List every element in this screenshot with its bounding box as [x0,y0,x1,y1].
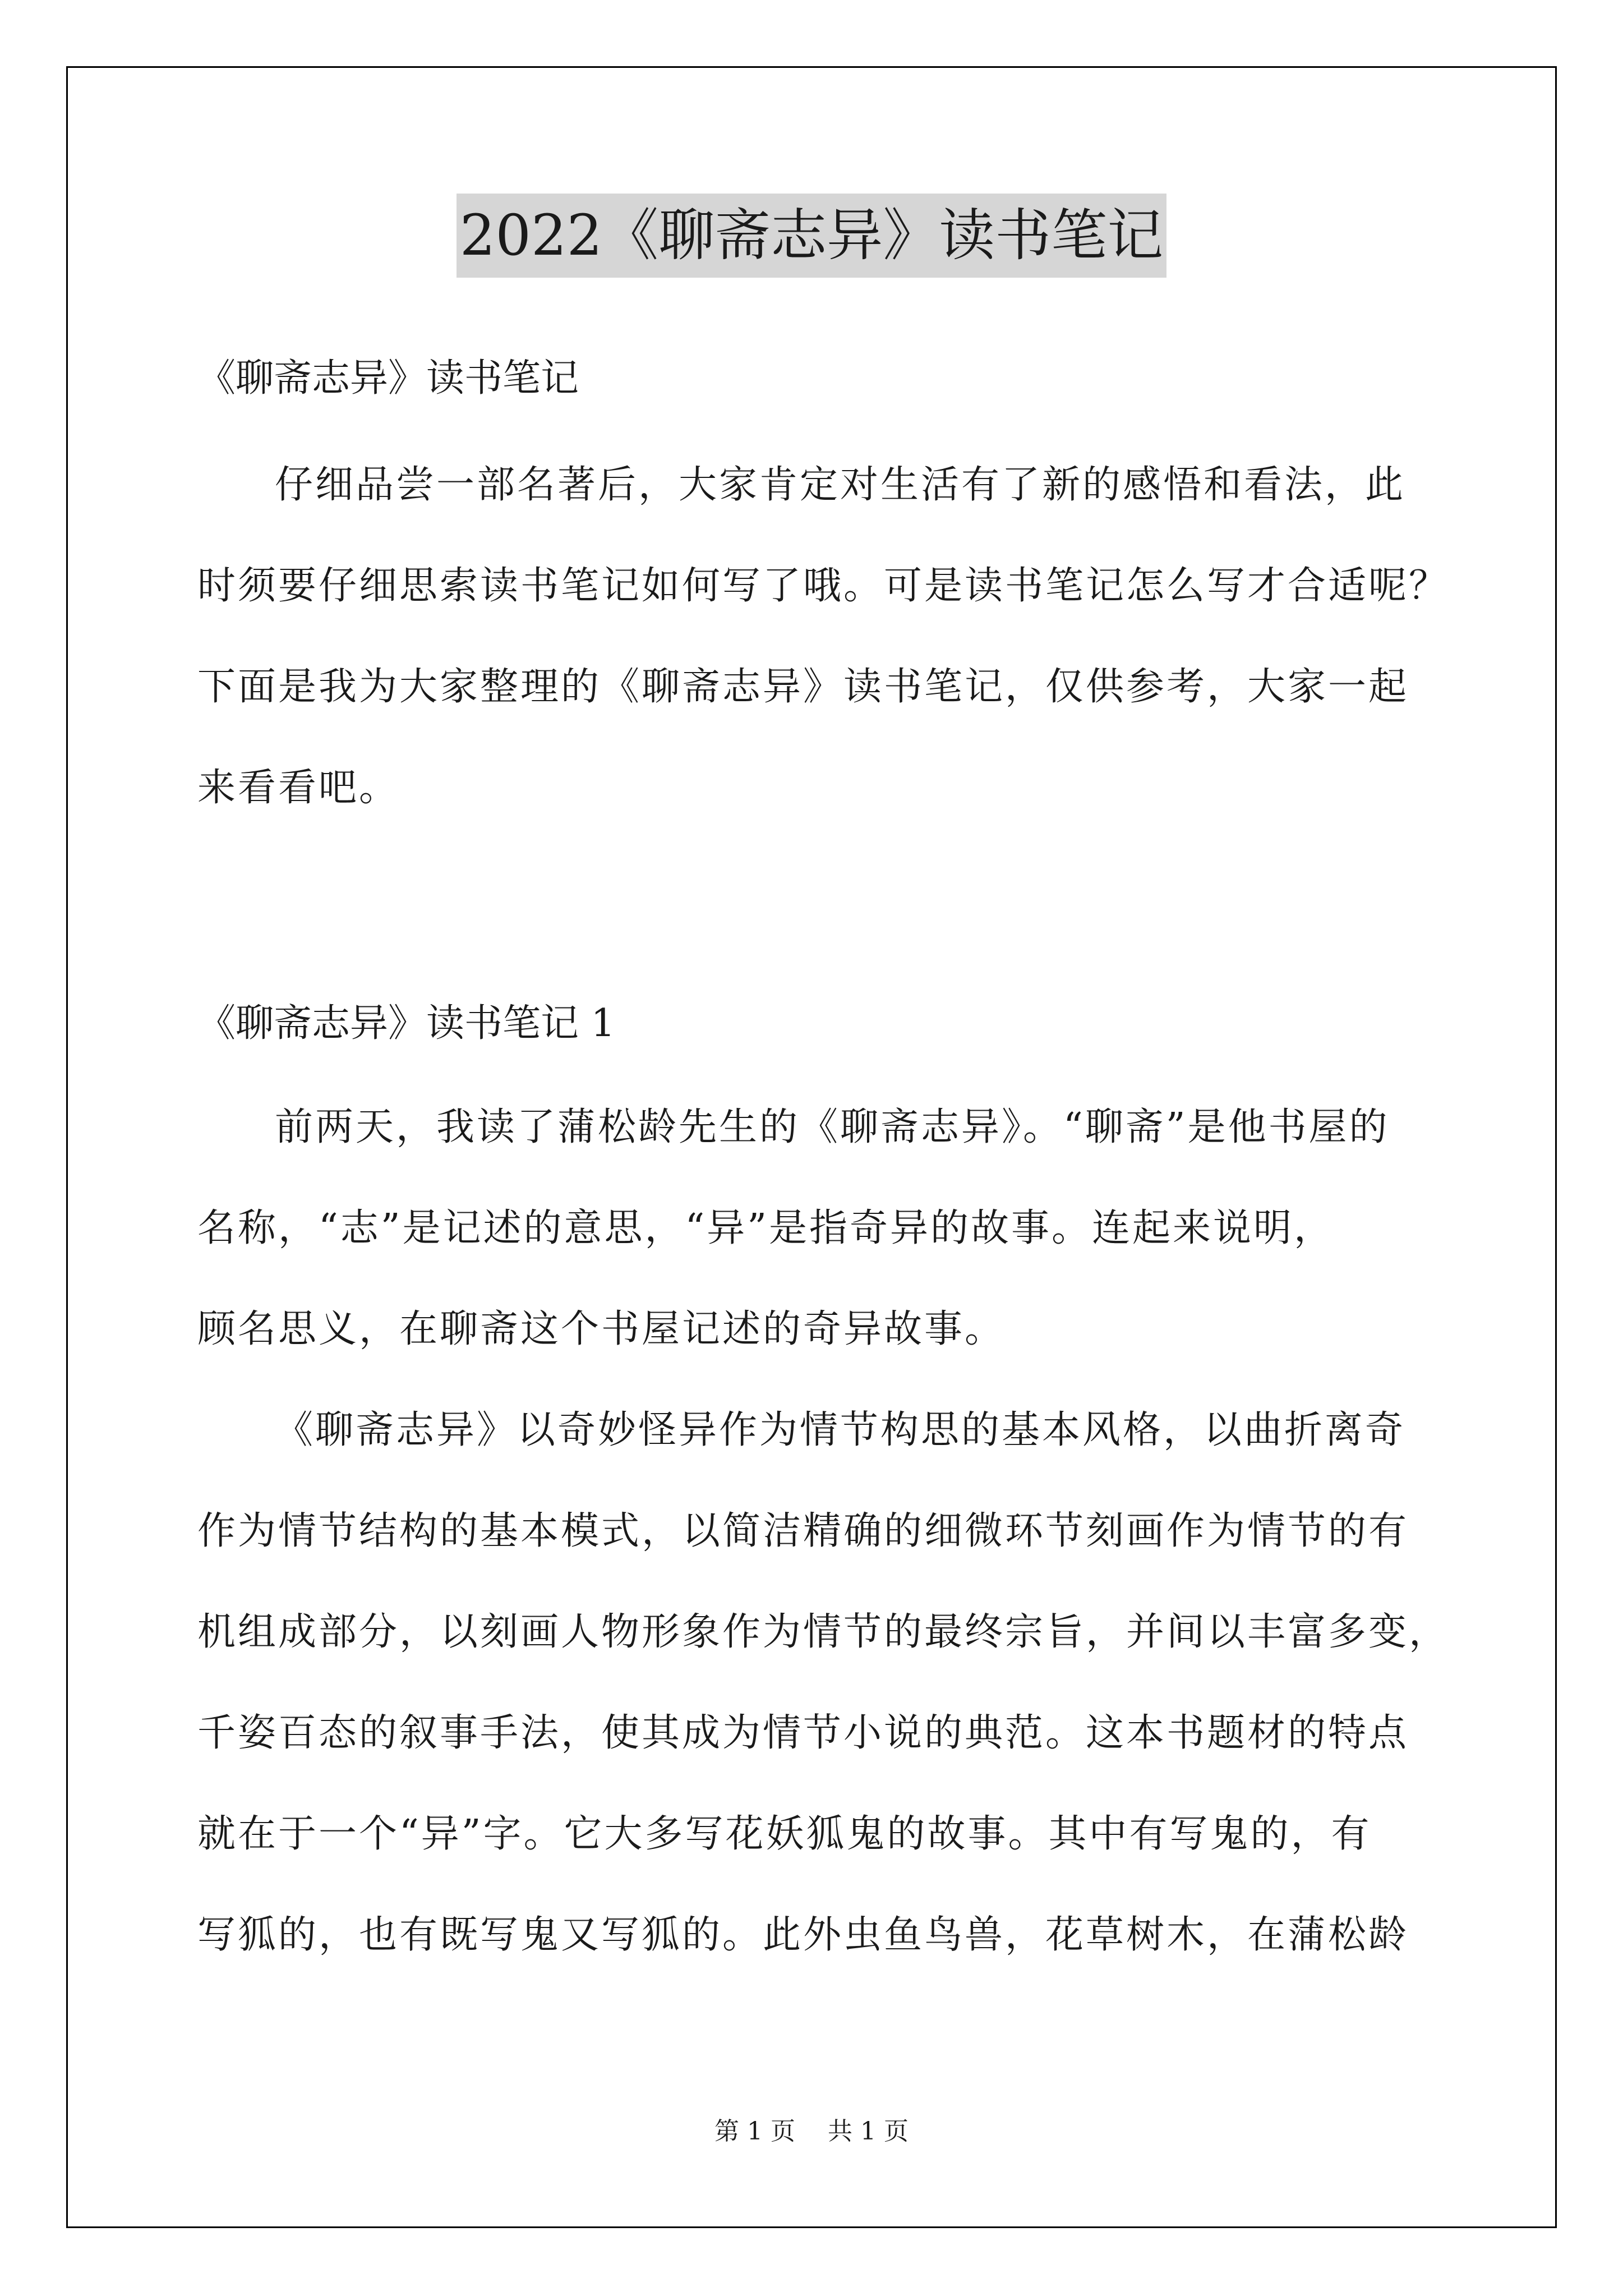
paragraph-line: 千姿百态的叙事手法，使其成为情节小说的典范。这本书题材的特点 [197,1711,1409,1755]
paragraph-line: 《聊斋志异》以奇妙怪异作为情节构思的基本风格，以曲折离奇 [275,1408,1406,1452]
title-wrap [0,194,1623,278]
paragraph-line: 就在于一个“异”字。它大多写花妖狐鬼的故事。其中有写鬼的，有 [197,1812,1372,1856]
intro-line: 来看看吧。 [197,766,400,810]
document-title: 2022《聊斋志异》读书笔记 [457,194,1167,278]
intro-line: 时须要仔细思索读书笔记如何写了哦。可是读书笔记怎么写才合适呢？ [197,564,1450,608]
paragraph-line: 写狐的，也有既写鬼又写狐的。此外虫鱼鸟兽，花草树木，在蒲松龄 [197,1913,1409,1957]
page-number: 第 1 页 [714,2117,795,2146]
paragraph-line: 顾名思义，在聊斋这个书屋记述的奇异故事。 [197,1307,1006,1351]
paragraph-line: 前两天，我读了蒲松龄先生的《聊斋志异》。“聊斋”是他书屋的 [275,1105,1390,1149]
paragraph-line: 名称，“志”是记述的意思，“异”是指奇异的故事。连起来说明， [197,1206,1335,1250]
page-total: 共 1 页 [828,2117,909,2146]
intro-line: 仔细品尝一部名著后，大家肯定对生活有了新的感悟和看法，此 [275,463,1406,507]
paragraph-line: 机组成部分，以刻画人物形象作为情节的最终宗旨，并间以丰富多变， [197,1610,1450,1654]
page-footer [0,2115,1623,2148]
intro-line: 下面是我为大家整理的《聊斋志异》读书笔记，仅供参考，大家一起 [197,665,1409,709]
paragraph-line: 作为情节结构的基本模式，以简洁精确的细微环节刻画作为情节的有 [197,1509,1409,1553]
section-heading: 《聊斋志异》读书笔记 1 [197,1001,615,1046]
intro-heading: 《聊斋志异》读书笔记 [197,356,579,401]
